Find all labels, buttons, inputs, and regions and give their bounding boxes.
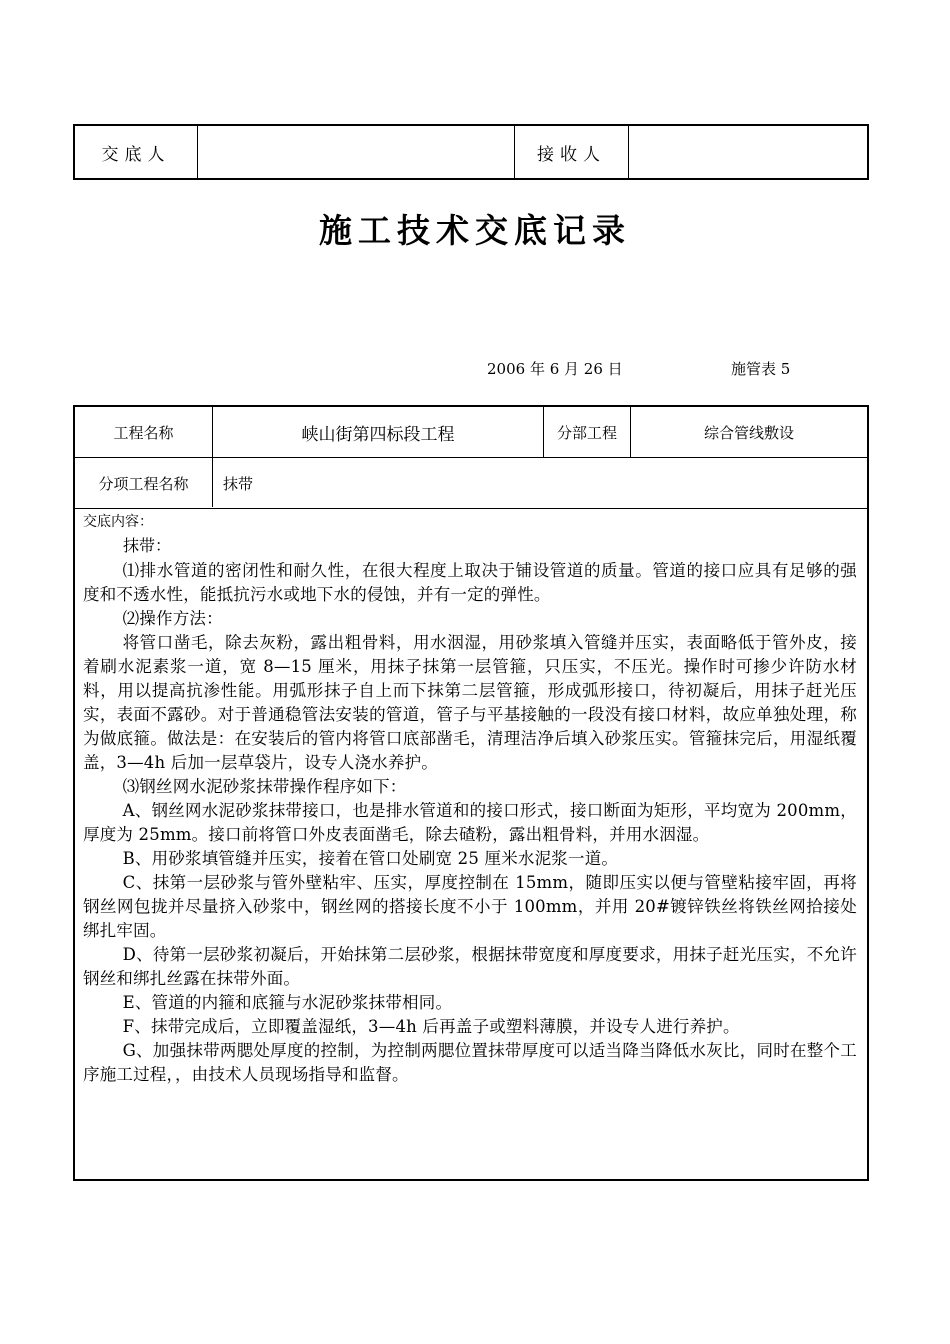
paragraph-4: ⑶钢丝网水泥砂浆抹带操作程序如下： <box>122 777 407 796</box>
handover-person-label: 交底人 <box>101 144 171 165</box>
signature-table <box>73 124 869 180</box>
paragraph-9: E、管道的内箍和底箍与水泥砂浆抹带相同。 <box>122 993 453 1012</box>
content-heading: 抹带： <box>123 536 172 555</box>
receiver-field[interactable] <box>629 126 867 178</box>
division-value: 综合管线敷设 <box>703 423 794 442</box>
subitem-value: 抹带 <box>223 474 254 493</box>
document-title: 施工技术交底记录 <box>319 211 631 250</box>
paragraph-6: B、用砂浆填管缝并压实，接着在管口处刷宽 25 厘米水泥浆一道。 <box>122 849 619 868</box>
record-date: 2006 年 6 月 26 日 <box>487 360 623 378</box>
division-label: 分部工程 <box>556 423 617 442</box>
content-area <box>83 511 857 1087</box>
paragraph-3: 将管口凿毛，除去灰粉，露出粗骨料，用水洇湿，用砂浆填入管缝并压实，表面略低于管外皮，接着刷水泥素浆一道，宽 8—15 厘米，用抹子抹第一层管箍，只压实，不压光。操作时可掺少许防水材料，用以提高抗渗性能。用弧形抹子自上而下抹第二层管箍，形成弧形接口，待初凝后，用抹子赶光压实，表面不露砂。对于普通稳管法安装的管道，管子与平基接触的一段没有接口材料，故应单独处理，称为做底箍。做法是：在安装后的管内将管口底部凿毛，清理洁净后填入砂浆压实。管箍抹完后，用湿纸覆盖，3—4h 后加一层草袋片，设专人浇水养护。 <box>83 633 857 772</box>
receiver-label: 接收人 <box>537 144 606 165</box>
project-name-value: 峡山街第四标段工程 <box>301 424 455 445</box>
paragraph-8: D、待第一层砂浆初凝后，开始抹第二层砂浆，根据抹带宽度和厚度要求，用抹子赶光压实，不允许钢丝和绑扎丝露在抹带外面。 <box>83 945 857 988</box>
form-number: 施管表 5 <box>731 360 791 378</box>
paragraph-5: A、钢丝网水泥砂浆抹带接口，也是排水管道和的接口形式，接口断面为矩形，平均宽为 200mm，厚度为 25mm。接口前将管口外皮表面凿毛，除去碴粉，露出粗骨料，并用水洇湿。 <box>83 801 857 844</box>
paragraph-10: F、抹带完成后，立即覆盖湿纸，3—4h 后再盖子或塑料薄膜，并设专人进行养护。 <box>122 1017 740 1036</box>
project-name-label: 工程名称 <box>113 423 174 442</box>
paragraph-1: ⑴排水管道的密闭性和耐久性，在很大程度上取决于铺设管道的质量。管道的接口应具有足够的强度和不透水性，能抵抗污水或地下水的侵蚀，并有一定的弹性。 <box>83 561 857 604</box>
handover-person-field[interactable] <box>198 126 514 178</box>
subitem-label: 分项工程名称 <box>98 474 189 493</box>
paragraph-7: C、抹第一层砂浆与管外壁粘牢、压实，厚度控制在 15mm，随即压实以便与管壁粘接牢固，再将钢丝网包拢并尽量挤入砂浆中，钢丝网的搭接长度不小于 100mm，并用 20#镀锌铁丝将铁丝网拾接处绑扎牢固。 <box>83 873 857 940</box>
record-table <box>73 405 869 1181</box>
content-label: 交底内容： <box>83 514 153 530</box>
paragraph-2: ⑵操作方法： <box>122 609 223 628</box>
paragraph-11: G、加强抹带两腮处厚度的控制，为控制两腮位置抹带厚度可以适当降当降低水灰比，同时在整个工序施工过程，，由技术人员现场指导和监督。 <box>83 1041 857 1084</box>
